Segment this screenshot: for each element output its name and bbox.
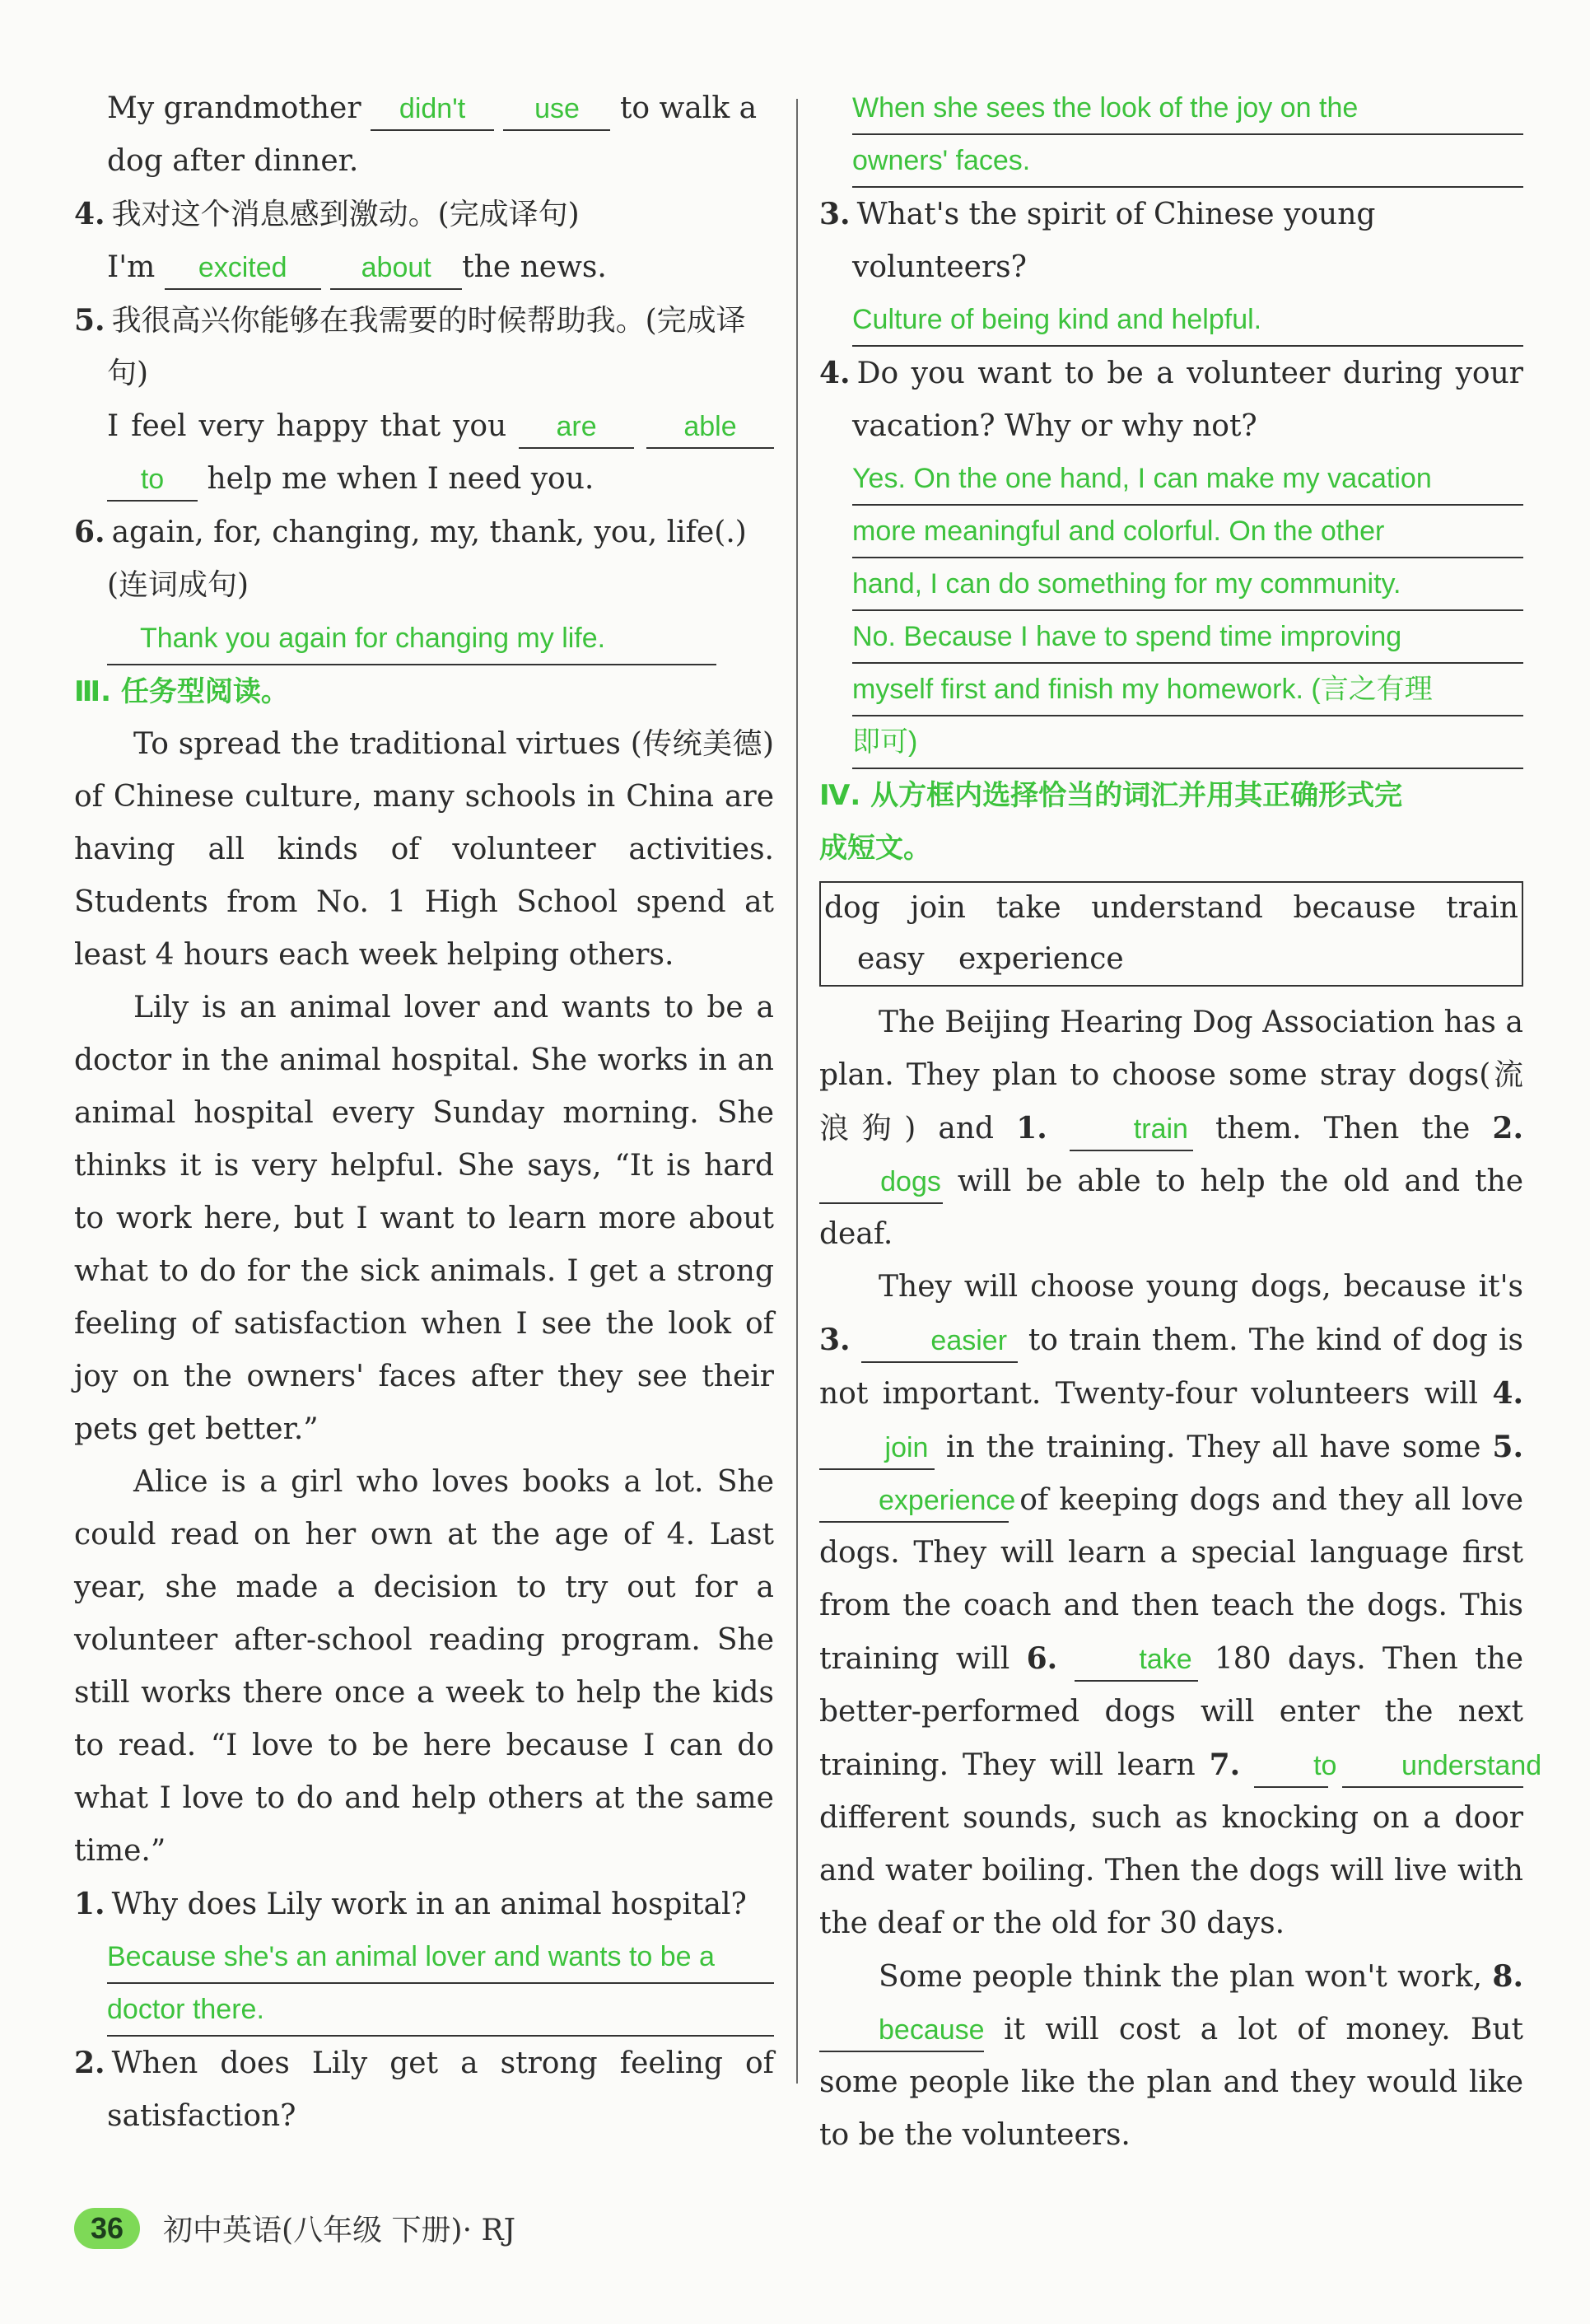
section-4-title: Ⅳ. 从方框内选择恰当的词汇并用其正确形式完 成短文。 [819,779,1403,865]
word-option: because [1293,891,1416,925]
cloze-blank-2[interactable]: dogs [819,1161,943,1204]
cloze-blank-6[interactable]: take [1075,1639,1198,1682]
section-3-title: Ⅲ. 任务型阅读。 [74,675,289,708]
answer-blank[interactable]: excited [165,247,321,290]
reading-q3: 3. What's the spirit of Chinese young volunteers? [819,197,1376,284]
q4-sentence: I'm excited about the news. [74,241,774,294]
word-option: take [995,891,1061,925]
column-divider [796,99,798,2084]
passage-paragraph-1: To spread the traditional virtues (传统美德) of Chinese culture, many schools in China are having all kinds of volunteer activities. Students from No. 1 High School spend at least 4 hours each week helping others. [74,727,774,972]
passage-paragraph-3: Alice is a girl who loves books a lot. She could read on her own at the age of 4. Last year, she made a decision to try out for a volunteer after-school reading program. She still works there once a week to help the kids to read. “I love to be here because I can do what I love to do and help others at the same time.” [74,1465,774,1868]
word-box-row-1 [824,883,1518,934]
page-number: 36 [74,2208,140,2249]
word-option: train [1446,891,1518,925]
word-option: join [910,891,966,925]
cloze-blank-4[interactable]: join [819,1427,935,1470]
word-option: experience [958,942,1124,976]
q6-answer: Thank you again for changing my life. [74,612,774,665]
reading-q4-answer[interactable]: Yes. On the one hand, I can make my vacation more meaningful and colorful. On the other hand, I can do something for my community. No. Because I have to spend time improving myself first and finish my homework. (言之有理 即可) [819,453,1523,769]
word-option: dog [824,891,880,925]
cloze-blank-5[interactable]: experience [819,1480,1009,1523]
word-option: understand [1091,891,1263,925]
cloze-blank-1[interactable]: train [1070,1108,1193,1151]
answer-blank[interactable]: about [330,247,462,290]
word-box-row-2 [824,934,1518,985]
q3-line2: dog after dinner. [107,144,359,178]
answer-blank[interactable]: didn't [371,88,494,131]
right-column [819,82,1542,2162]
q3-continued: My grandmother didn't use to walk a [74,82,774,135]
left-column [74,82,774,2143]
page-footer [74,2207,515,2249]
cloze-paragraph-1: The Beijing Hearing Dog Association has a plan. They plan to choose some stray dogs(流浪狗) and 1. train them. Then the 2. dogs will be able to help the old and the deaf. [819,1006,1523,1251]
answer-blank[interactable]: are [519,406,634,449]
word-box [819,881,1523,987]
q5-sentence: I feel very happy that you are able to help me when I need you. [74,400,774,506]
cloze-blank-7b[interactable]: understand [1342,1745,1523,1788]
reading-q2-answer[interactable]: When she sees the look of the joy on the owners' faces. [819,82,1523,188]
cloze-blank-3[interactable]: easier [861,1320,1018,1363]
reading-q2: 2. When does Lily get a strong feeling of satisfaction? [74,2046,774,2133]
word-option: easy [857,942,925,976]
cloze-paragraph-3: Some people think the plan won't work, 8. because it will cost a lot of money. But some people like the plan and they would like to be the volunteers. [819,1959,1523,2152]
cloze-blank-7a[interactable]: to [1254,1745,1328,1788]
reading-q3-answer[interactable]: Culture of being kind and helpful. [819,294,1523,347]
reading-q1: 1. Why does Lily work in an animal hospital? [74,1887,747,1921]
answer-blank[interactable]: able [646,406,774,449]
passage-paragraph-2: Lily is an animal lover and wants to be a doctor in the animal hospital. She works in an animal hospital every Sunday morning. She thinks it is very helpful. She says, “It is hard to work here, but I want to learn more about what to do for the sick animals. I get a strong feeling of satisfaction when I see the look of joy on the owners' faces after they see their pets get better.” [74,991,774,1446]
answer-blank[interactable]: to [107,459,198,502]
q6-prompt: 6. again, for, changing, my, thank, you, life(.)(连词成句) [74,515,747,602]
cloze-paragraph-2: They will choose young dogs, because it's 3. easier to train them. The kind of dog is not important. Twenty-four volunteers will 4. join in the training. They all have some 5. experience of keeping dogs and they all love dogs. They will learn a special language first from the coach and then teach the dogs. This training will 6. take 180 days. Then the better-performed dogs will enter the next training. They will learn 7. to understand different sounds, such as knocking on a door and water boiling. Then the dogs will live with the deaf or the old for 30 days. [819,1270,1542,1940]
answer-blank[interactable]: use [503,88,610,131]
book-title: 初中英语(八年级 下册)· RJ [163,2214,516,2247]
q4-prompt: 4. 我对这个消息感到激动。(完成译句) [74,197,580,231]
reading-q4: 4. Do you want to be a volunteer during your vacation? Why or why not? [819,356,1523,443]
reading-q1-answer[interactable]: Because she's an animal lover and wants to be a doctor there. [74,1931,774,2037]
q5-prompt: 5. 我很高兴你能够在我需要的时候帮助我。(完成译句) [74,303,746,390]
cloze-blank-8[interactable]: because [819,2009,984,2052]
